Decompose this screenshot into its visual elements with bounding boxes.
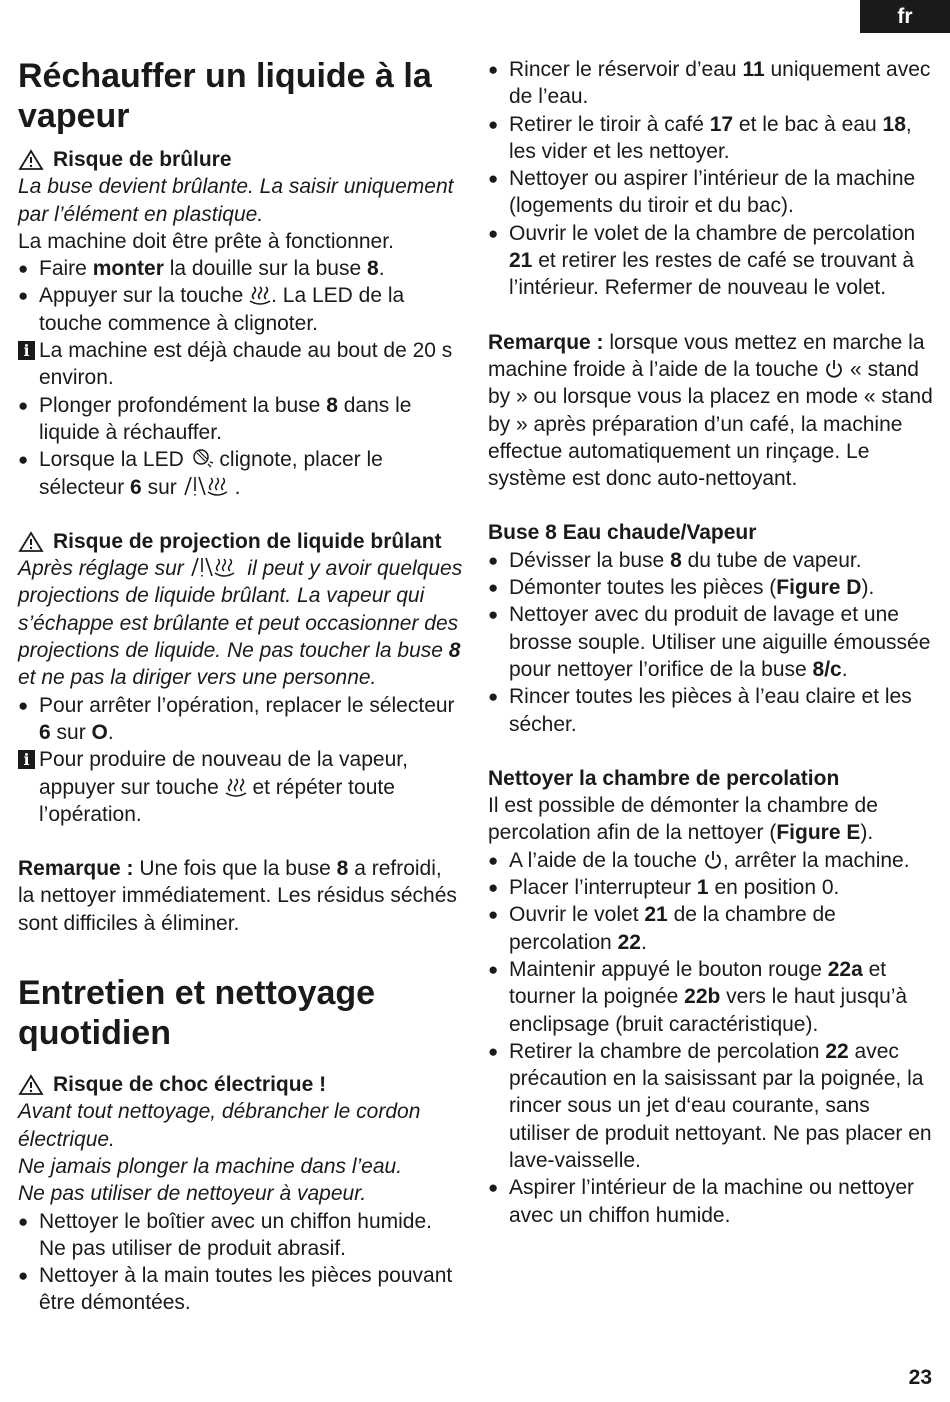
- led-icon: [190, 447, 214, 469]
- list-item: ● Retirer la chambre de percolation 22 avec précaution en la saisissant par la poignée, la rincer sous un jet d‘eau courante, sans utiliser de produit nettoyant. Ne pas placer en lave-vaisselle.: [488, 1038, 933, 1174]
- list-item: ● Maintenir appuyé le bouton rouge 22a et tourner la poignée 22b vers le haut jusqu’à enclipsage (bruit caractéristique).: [488, 956, 933, 1038]
- steps-list: [488, 547, 933, 738]
- warning-electric: [18, 1071, 463, 1098]
- steps-list: [488, 56, 933, 302]
- intro-text: Il est possible de démonter la chambre de percolation afin de la nettoyer (Figure E).: [488, 794, 878, 845]
- list-item: ● Nettoyer à la main toutes les pièces pouvant être démontées.: [18, 1262, 463, 1317]
- warning-burn: [18, 146, 463, 173]
- list-item: ● Rincer le réservoir d’eau 11 uniquement avec de l’eau.: [488, 56, 933, 111]
- selector-steam-icon: [183, 475, 235, 497]
- info-note: i Pour produire de nouveau de la vapeur, appuyer sur touche et répéter toute l’opération.: [18, 746, 463, 828]
- list-item: ● Ouvrir le volet 21 de la chambre de percolation 22.: [488, 901, 933, 956]
- warning-triangle-icon: [18, 531, 44, 553]
- steps-list: [18, 392, 463, 501]
- left-column: [18, 56, 463, 1317]
- warning-text: Après réglage sur il peut y avoir quelques projections de liquide brûlant. La vapeur qui s’échappe est brûlante et peut occasionner des projections de liquide. Ne pas toucher la buse 8 et ne pas la diriger vers une personne.: [18, 557, 463, 690]
- warning-text: Ne jamais plonger la machine dans l’eau.: [18, 1154, 403, 1178]
- info-icon: i: [18, 341, 35, 360]
- warning-text: La buse devient brûlante. La saisir uniquement par l’élément en plastique.: [18, 175, 454, 226]
- list-item: ● Appuyer sur la touche . La LED de la touche commence à clignoter.: [18, 282, 463, 337]
- steps-list: [18, 255, 463, 337]
- warning-title: Risque de brûlure: [53, 148, 232, 171]
- steps-list: [18, 692, 463, 747]
- list-item: ● Pour arrêter l’opération, replacer le sélecteur 6 sur O.: [18, 692, 463, 747]
- warning-triangle-icon: [18, 1074, 44, 1096]
- list-item: ● Faire monter la douille sur la buse 8.: [18, 255, 463, 282]
- list-item: ● Ouvrir le volet de la chambre de percolation 21 et retirer les restes de café se trouvant à l’intérieur. Refermer de nouveau le volet.: [488, 220, 933, 302]
- list-item: ● Nettoyer le boîtier avec un chiffon humide. Ne pas utiliser de produit abrasif.: [18, 1208, 463, 1263]
- info-note: i La machine est déjà chaude au bout de 20 s environ.: [18, 337, 463, 392]
- warning-title: Risque de choc électrique !: [53, 1073, 327, 1097]
- list-item: ● Lorsque la LED clignote, placer le sélecteur 6 sur .: [18, 446, 463, 501]
- steps-list: [488, 847, 933, 1229]
- list-item: ● Placer l’interrupteur 1 en position 0.: [488, 874, 933, 901]
- warning-splash: [18, 528, 463, 555]
- steps-list: [18, 1208, 463, 1317]
- section-heading-reheat: Réchauffer un liquide à la vapeur: [18, 57, 432, 135]
- language-tab: fr: [860, 0, 950, 33]
- list-item: ● A l’aide de la touche , arrêter la machine.: [488, 847, 933, 874]
- warning-text: Ne pas utiliser de nettoyeur à vapeur.: [18, 1182, 367, 1206]
- list-item: ● Nettoyer avec du produit de lavage et une brosse souple. Utiliser une aiguille émoussée pour nettoyer l’orifice de la buse 8/c.: [488, 601, 933, 683]
- list-item: ● Plonger profondément la buse 8 dans le liquide à réchauffer.: [18, 392, 463, 447]
- remark: Remarque : lorsque vous mettez en marche la machine froide à l’aide de la touche « stand by » ou lorsque vous la placez en mode « stand by » après préparation d’un café, la machine effectue automatiquement un rinçage. Le système est donc auto-nettoyant.: [488, 330, 933, 491]
- warning-text: Avant tout nettoyage, débrancher le cordon électrique.: [18, 1100, 421, 1151]
- list-item: ● Démonter toutes les pièces (Figure D).: [488, 574, 933, 601]
- steam-icon: [249, 285, 271, 305]
- subheading-brew-chamber: Nettoyer la chambre de percolation: [488, 766, 840, 790]
- info-icon: i: [18, 750, 35, 769]
- right-column: [488, 56, 933, 1229]
- page-number: 23: [908, 1366, 932, 1389]
- power-icon: [824, 359, 844, 379]
- warning-triangle-icon: [18, 149, 44, 171]
- list-item: ● Aspirer l’intérieur de la machine ou nettoyer avec un chiffon humide.: [488, 1174, 933, 1229]
- subheading-nozzle: Buse 8 Eau chaude/Vapeur: [488, 521, 757, 545]
- ready-text: La machine doit être prête à fonctionner.: [18, 229, 394, 253]
- list-item: ● Rincer toutes les pièces à l’eau claire et les sécher.: [488, 683, 933, 738]
- warning-title: Risque de projection de liquide brûlant: [53, 529, 442, 553]
- list-item: ● Nettoyer ou aspirer l’intérieur de la machine (logements du tiroir et du bac).: [488, 165, 933, 220]
- selector-steam-icon: [190, 556, 242, 578]
- section-heading-maintenance: Entretien et nettoyage quotidien: [18, 974, 376, 1053]
- power-icon: [703, 850, 723, 870]
- remark: Remarque : Une fois que la buse 8 a refroidi, la nettoyer immédiatement. Les résidus séchés sont difficiles à éliminer.: [18, 857, 457, 935]
- steam-icon: [225, 777, 247, 797]
- list-item: ● Retirer le tiroir à café 17 et le bac à eau 18, les vider et les nettoyer.: [488, 111, 933, 166]
- list-item: ● Dévisser la buse 8 du tube de vapeur.: [488, 547, 933, 574]
